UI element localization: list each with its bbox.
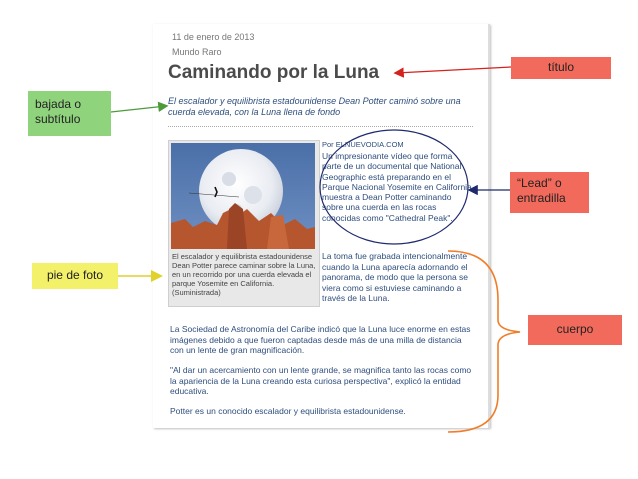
body-paragraph: "Al dar un acercamiento con un lente grande, se magnifica tanto las rocas como la apariencia de la Luna creando esta curiosa perspectiva", explicó la entidad educativa. [170, 365, 472, 396]
label-bajada: bajada o subtítulo [28, 91, 111, 136]
label-lead: “Lead” o entradilla [510, 172, 589, 213]
article-lead: Un impresionante vídeo que forma parte de un documental que National Geographic está preparando en el Parque Nacional Yosemite en California muestra a Dean Potter caminando sobre una cuerda en las rocas conocidas como "Cathedral Peak". [322, 151, 472, 223]
titulo-arrow [396, 67, 511, 73]
article-section: Mundo Raro [172, 47, 222, 57]
photo-caption: El escalador y equilibrista estadounidense Dean Potter parece caminar sobre la Luna, en un recorrido por una cuerda elevada el parque Yosemite en California. (Suministrada) [172, 252, 316, 297]
label-pie-de-foto: pie de foto [32, 263, 118, 289]
article-byline: Por ELNUEVODIA.COM [322, 140, 404, 149]
label-titulo: título [511, 57, 611, 79]
article-date: 11 de enero de 2013 [172, 32, 255, 42]
article-headline: Caminando por la Luna [168, 62, 380, 83]
label-cuerpo: cuerpo [528, 315, 622, 345]
bajada-arrow [111, 106, 166, 112]
lead-ellipse [320, 130, 468, 244]
body-column-text: La toma fue grabada intencionalmente cuando la Luna aparecía adornando el panorama, de modo que la persona se viera como si estuviese caminando a través de la Luna. [322, 251, 469, 303]
cuerpo-bracket [448, 251, 520, 432]
body-paragraph: Potter es un conocido escalador y equilibrista estadounidense. [170, 406, 406, 416]
body-paragraph: La Sociedad de Astronomía del Caribe indicó que la Luna luce enorme en estas imágenes debido a que fueron captadas desde más de una milla de distancia con un lente de gran magnificación. [170, 324, 471, 355]
article-subhead: El escalador y equilibrista estadounidense Dean Potter caminó sobre una cuerda elevada, con la Luna llena de fondo [168, 96, 461, 117]
